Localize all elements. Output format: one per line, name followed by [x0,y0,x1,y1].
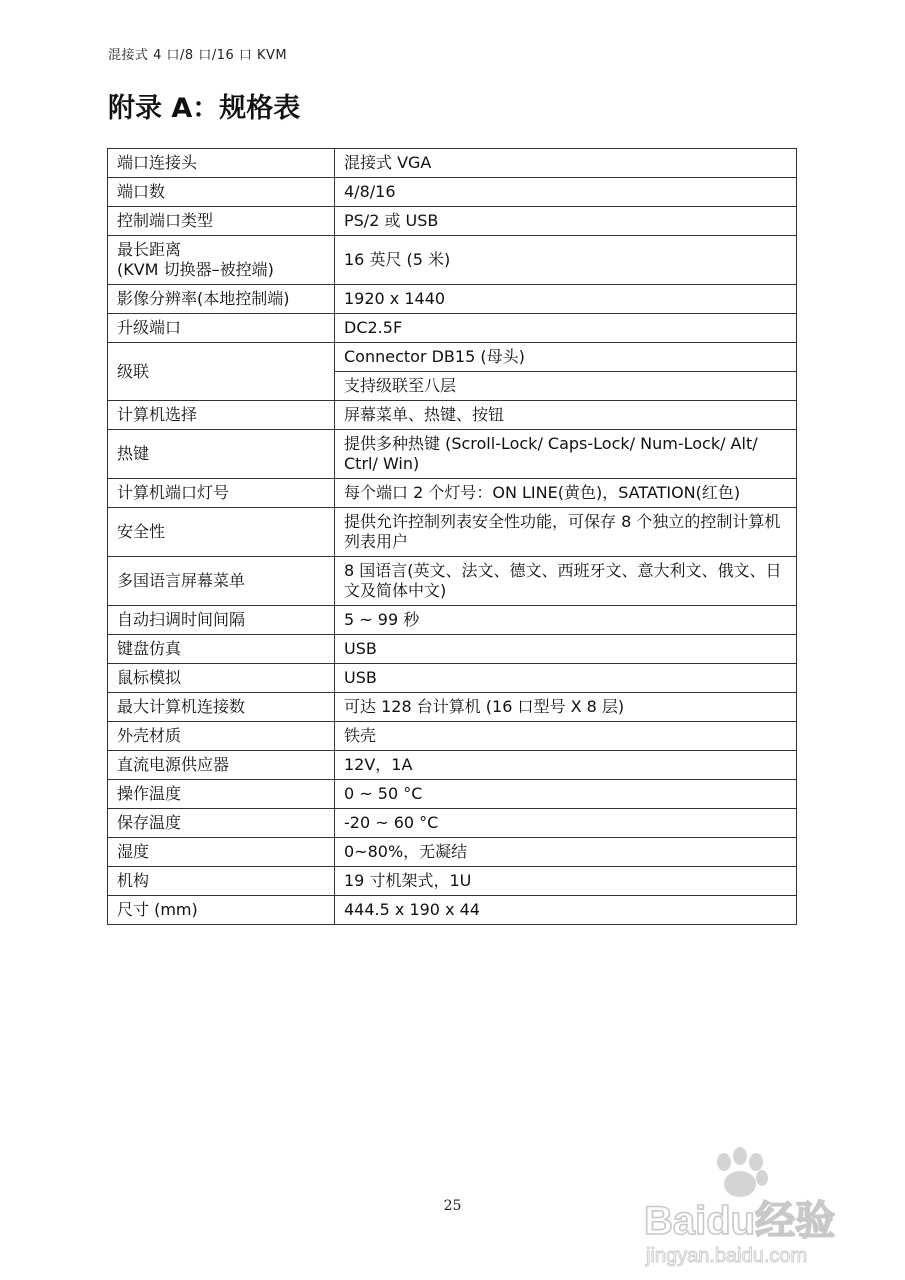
spec-value: 0~80%，无凝结 [335,838,797,867]
spec-label: 保存温度 [108,809,335,838]
spec-value: 提供允许控制列表安全性功能，可保存 8 个独立的控制计算机列表用户 [335,508,797,557]
spec-value: 444.5 x 190 x 44 [335,896,797,925]
spec-value: USB [335,635,797,664]
spec-label: 操作温度 [108,780,335,809]
spec-row [108,236,797,285]
spec-value: 1920 x 1440 [335,285,797,314]
spec-label: 最长距离 (KVM 切换器–被控端) [108,236,335,285]
spec-value: 提供多种热键 (Scroll-Lock/ Caps-Lock/ Num-Lock/ Alt/ Ctrl/ Win) [335,430,797,479]
spec-row [108,896,797,925]
spec-value: 0 ~ 50 °C [335,780,797,809]
spec-label: 升级端口 [108,314,335,343]
spec-label: 机构 [108,867,335,896]
spec-label: 直流电源供应器 [108,751,335,780]
spec-label: 计算机选择 [108,401,335,430]
page-number: 25 [443,1198,462,1214]
spec-row [108,751,797,780]
paw-icon [717,1147,768,1197]
spec-value: 铁壳 [335,722,797,751]
spec-value: 支持级联至八层 [335,372,797,401]
spec-label: 影像分辨率(本地控制端) [108,285,335,314]
spec-label: 湿度 [108,838,335,867]
spec-row [108,508,797,557]
spec-label: 外壳材质 [108,722,335,751]
spec-label: 安全性 [108,508,335,557]
spec-value: 4/8/16 [335,178,797,207]
spec-value: 每个端口 2 个灯号：ON LINE(黄色)，SATATION(红色) [335,479,797,508]
spec-label: 最大计算机连接数 [108,693,335,722]
spec-row [108,693,797,722]
spec-label: 键盘仿真 [108,635,335,664]
spec-label: 控制端口类型 [108,207,335,236]
spec-row [108,635,797,664]
spec-value: DC2.5F [335,314,797,343]
spec-value: 5 ~ 99 秒 [335,606,797,635]
spec-row [108,149,797,178]
spec-row [108,664,797,693]
baidu-jingyan-watermark [640,1140,870,1270]
spec-table-body [108,149,797,925]
spec-label: 自动扫调时间间隔 [108,606,335,635]
spec-label: 鼠标模拟 [108,664,335,693]
spec-row [108,178,797,207]
spec-row [108,867,797,896]
spec-value: 16 英尺 (5 米) [335,236,797,285]
spec-label: 端口连接头 [108,149,335,178]
running-header: 混接式 4 口/8 口/16 口 KVM [108,48,288,63]
spec-table [107,148,797,925]
watermark-brand: Baidu经验 [644,1199,836,1243]
spec-row [108,401,797,430]
spec-row [108,285,797,314]
spec-value: 12V，1A [335,751,797,780]
spec-row [108,557,797,606]
spec-value: PS/2 或 USB [335,207,797,236]
spec-label: 级联 [108,343,335,401]
spec-value: 混接式 VGA [335,149,797,178]
spec-row [108,430,797,479]
spec-label: 计算机端口灯号 [108,479,335,508]
spec-label: 多国语言屏幕菜单 [108,557,335,606]
spec-value: 可达 128 台计算机 (16 口型号 X 8 层) [335,693,797,722]
spec-value: -20 ~ 60 °C [335,809,797,838]
spec-label: 尺寸 (mm) [108,896,335,925]
spec-row [108,314,797,343]
spec-row [108,722,797,751]
spec-row [108,207,797,236]
watermark-url: jingyan.baidu.com [646,1245,808,1267]
spec-value: 8 国语言(英文、法文、德文、西班牙文、意大利文、俄文、日文及简体中文) [335,557,797,606]
page-title: 附录 A：规格表 [108,93,301,124]
spec-value: Connector DB15 (母头) [335,343,797,372]
spec-label: 热键 [108,430,335,479]
spec-row [108,343,797,372]
spec-value: USB [335,664,797,693]
spec-value: 19 寸机架式，1U [335,867,797,896]
spec-row [108,479,797,508]
spec-label: 端口数 [108,178,335,207]
spec-row [108,809,797,838]
spec-row [108,838,797,867]
spec-row [108,780,797,809]
spec-value: 屏幕菜单、热键、按钮 [335,401,797,430]
spec-row [108,606,797,635]
